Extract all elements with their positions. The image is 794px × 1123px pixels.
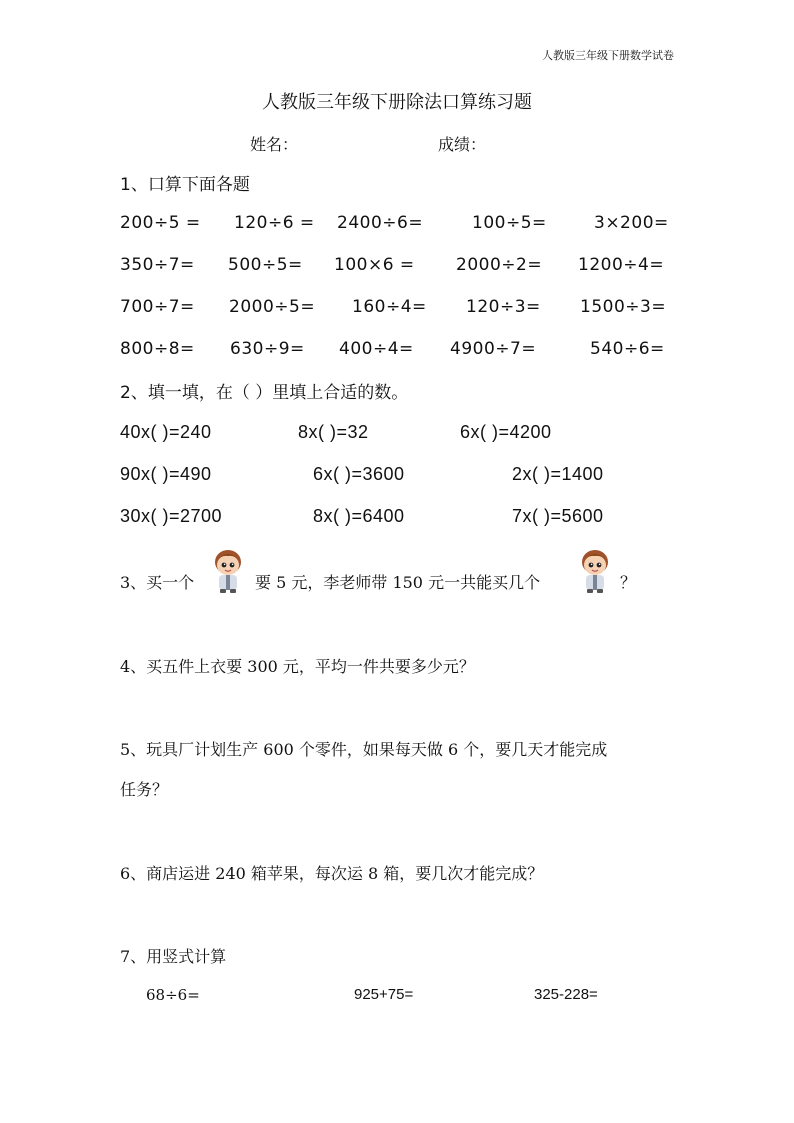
calc-item: 400÷4= — [339, 339, 414, 359]
vertical-calc-item: 925+75= — [354, 986, 414, 1003]
calc-item: 540÷6= — [590, 339, 665, 359]
calc-item: 120÷6 = — [234, 213, 315, 233]
calc-item: 200÷5 = — [120, 213, 201, 233]
calc-item: 2400÷6= — [337, 213, 424, 233]
calc-item: 3×200= — [594, 213, 669, 233]
fill-item: 90x( )=490 — [120, 464, 212, 484]
calc-item: 800÷8= — [120, 339, 195, 359]
q3-part3: ？ — [620, 573, 637, 592]
q6-text: 6、商店运进 240 箱苹果，每次运 8 箱，要几次才能完成？ — [120, 864, 544, 883]
score-label: 成绩： — [438, 135, 487, 154]
fill-item: 7x( )=5600 — [512, 506, 604, 526]
q5-line1: 5、玩具厂计划生产 600 个零件，如果每天做 6 个，要几天才能完成 — [120, 740, 608, 759]
calc-item: 1500÷3= — [580, 297, 667, 317]
q7-title: 7、用竖式计算 — [120, 947, 227, 966]
vertical-calc-item: 68÷6= — [146, 986, 200, 1004]
q3-part2: 要 5 元，李老师带 150 元一共能买几个 — [255, 573, 541, 592]
calc-item: 500÷5= — [228, 255, 303, 275]
fill-item: 30x( )=2700 — [120, 506, 223, 526]
section1-title: 1、口算下面各题 — [120, 175, 250, 195]
calc-item: 2000÷5= — [229, 297, 316, 317]
vertical-calc-item: 325-228= — [534, 986, 598, 1003]
calc-item: 4900÷7= — [450, 339, 537, 359]
fill-item: 6x( )=3600 — [313, 464, 405, 484]
fill-item: 6x( )=4200 — [460, 422, 552, 442]
section2-title: 2、填一填，在（ ）里填上合适的数。 — [120, 383, 409, 403]
q4-text: 4、买五件上衣要 300 元，平均一件共要多少元？ — [120, 657, 475, 676]
boy-icon — [577, 546, 613, 594]
name-label: 姓名： — [250, 135, 299, 154]
fill-item: 40x( )=240 — [120, 422, 212, 442]
fill-item: 2x( )=1400 — [512, 464, 604, 484]
calc-item: 100×6 = — [334, 255, 415, 275]
calc-item: 160÷4= — [352, 297, 427, 317]
calc-item: 630÷9= — [230, 339, 305, 359]
boy-icon — [210, 546, 246, 594]
calc-item: 350÷7= — [120, 255, 195, 275]
calc-item: 700÷7= — [120, 297, 195, 317]
page-header: 人教版三年级下册数学试卷 — [542, 49, 674, 62]
q5-line2: 任务？ — [120, 780, 169, 799]
calc-item: 2000÷2= — [456, 255, 543, 275]
calc-item: 1200÷4= — [578, 255, 665, 275]
calc-item: 100÷5= — [472, 213, 547, 233]
fill-item: 8x( )=6400 — [313, 506, 405, 526]
page-title: 人教版三年级下册除法口算练习题 — [262, 92, 532, 113]
fill-item: 8x( )=32 — [298, 422, 369, 442]
q3-part1: 3、买一个 — [120, 573, 195, 592]
calc-item: 120÷3= — [466, 297, 541, 317]
